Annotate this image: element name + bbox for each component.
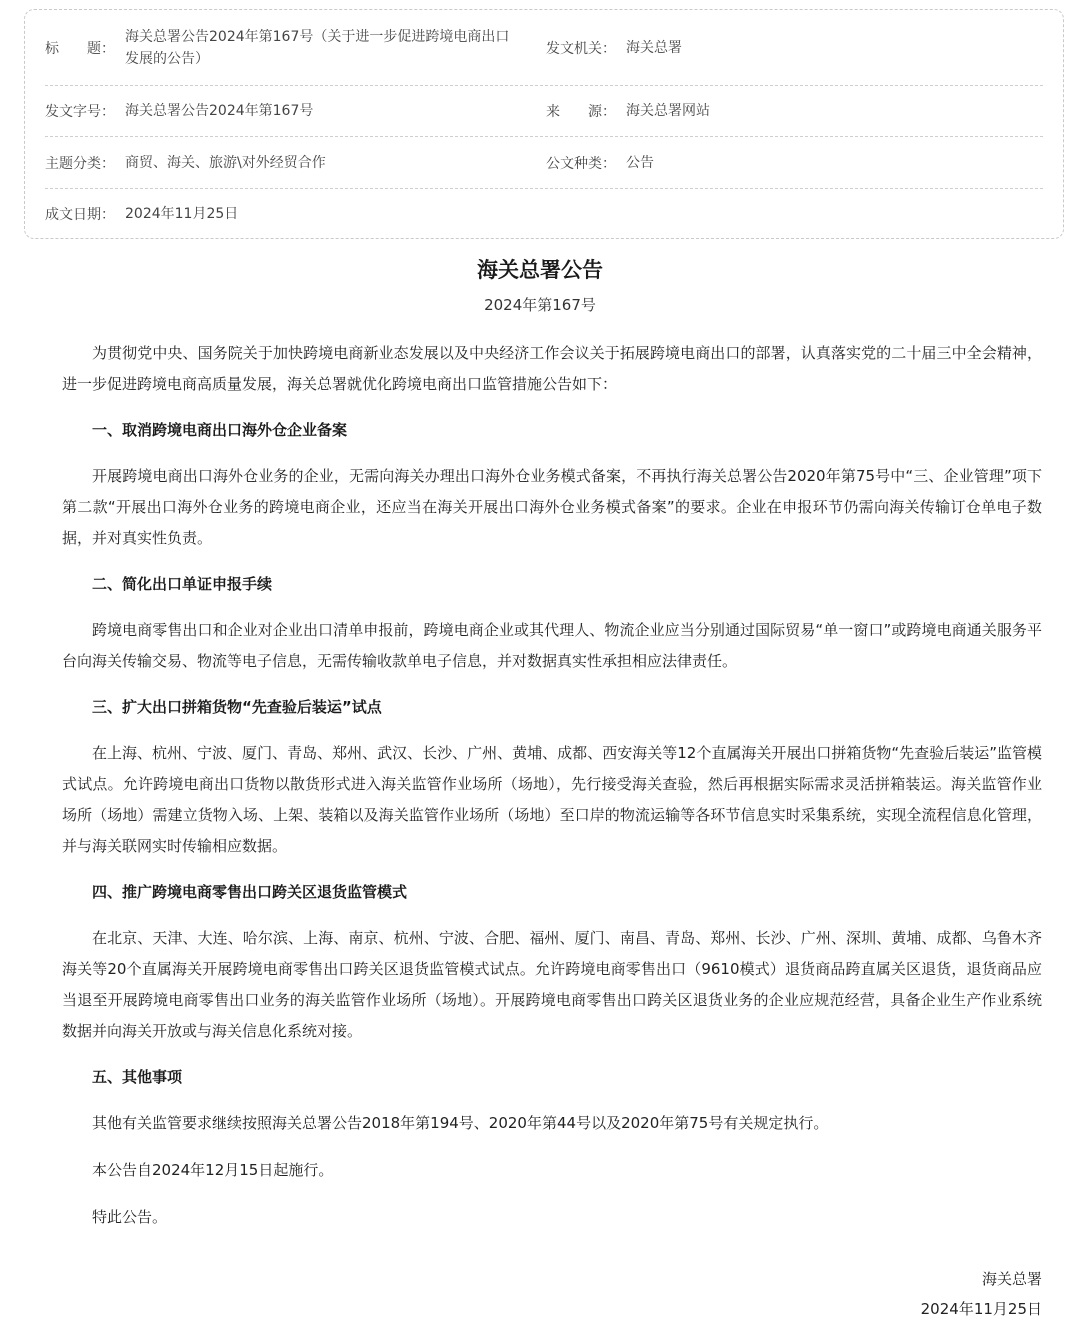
section-heading-1: 一、取消跨境电商出口海外仓企业备案 — [92, 421, 348, 439]
meta-docno-cell — [45, 86, 546, 136]
meta-date-cell — [45, 189, 546, 238]
meta-docno-label: 发文字号： — [45, 104, 115, 120]
meta-category-cell — [45, 137, 546, 188]
section-text-4: 在北京、天津、大连、哈尔滨、上海、南京、杭州、宁波、合肥、福州、厦门、南昌、青岛、郑州、长沙、广州、深圳、黄埔、成都、乌鲁木齐海关等20个直属海关开展跨境电商零售出口跨关区退货监管模式试点。允许跨境电商零售出口（9610模式）退货商品跨直属关区退货，退货商品应当退至开展跨境电商零售出口业务的海关监管作业场所（场地）。开展跨境电商零售出口跨关区退货业务的企业应规范经营，具备企业生产作业系统数据并向海关开放或与海关信息化系统对接。 — [62, 929, 1042, 1040]
meta-row-date — [45, 189, 1043, 238]
meta-row-title — [45, 10, 1043, 86]
signature-organization: 海关总署 — [981, 1270, 1042, 1288]
meta-row-docno — [45, 86, 1043, 137]
meta-date-label: 成文日期： — [45, 206, 115, 223]
document-body — [62, 338, 1042, 1248]
closing-paragraph: 特此公告。 — [92, 1208, 168, 1226]
section-text-1: 开展跨境电商出口海外仓业务的企业，无需向海关办理出口海外仓业务模式备案，不再执行海关总署公告2020年第75号中“三、企业管理”项下第二款“开展出口海外仓业务的跨境电商企业，还应当在海关开展出口海外仓业务模式备案”的要求。企业在申报环节仍需向海关传输订仓单电子数据，并对真实性负责。 — [62, 467, 1042, 547]
document-metadata-panel — [24, 9, 1064, 239]
meta-docno-value: 海关总署公告2024年第167号 — [125, 103, 314, 119]
meta-issuer-value: 海关总署 — [626, 39, 682, 56]
meta-source-label: 来 源： — [546, 104, 616, 120]
meta-type-value: 公告 — [626, 154, 654, 171]
meta-title-cell — [45, 10, 546, 85]
meta-issuer-label: 发文机关： — [546, 40, 616, 57]
meta-title-value: 海关总署公告2024年第167号（关于进一步促进跨境电商出口发展的公告） — [125, 28, 510, 67]
document-number: 2024年第167号 — [484, 296, 596, 314]
section-heading-5: 五、其他事项 — [92, 1068, 183, 1086]
signature-date: 2024年11月25日 — [920, 1300, 1042, 1318]
meta-category-value: 商贸、海关、旅游\对外经贸合作 — [125, 154, 326, 171]
meta-row-category — [45, 137, 1043, 189]
meta-source-cell — [546, 86, 1043, 136]
meta-issuer-cell — [546, 10, 1043, 85]
section-heading-3: 三、扩大出口拼箱货物“先查验后装运”试点 — [92, 698, 382, 716]
meta-type-cell — [546, 137, 1043, 188]
section-text-3: 在上海、杭州、宁波、厦门、青岛、郑州、武汉、长沙、广州、黄埔、成都、西安海关等12个直属海关开展出口拼箱货物“先查验后装运”监管模式试点。允许跨境电商出口货物以散货形式进入海关监管作业场所（场地），先行接受海关查验，然后再根据实际需求灵活拼箱装运。海关监管作业场所（场地）需建立货物入场、上架、装箱以及海关监管作业场所（场地）至口岸的物流运输等各环节信息实时采集系统，实现全流程信息化管理，并与海关联网实时传输相应数据。 — [62, 744, 1042, 855]
document-title: 海关总署公告 — [477, 258, 603, 282]
section-heading-4: 四、推广跨境电商零售出口跨关区退货监管模式 — [92, 883, 408, 901]
intro-paragraph: 为贯彻党中央、国务院关于加快跨境电商新业态发展以及中央经济工作会议关于拓展跨境电商出口的部署，认真落实党的二十届三中全会精神，进一步促进跨境电商高质量发展，海关总署就优化跨境电商出口监管措施公告如下： — [62, 344, 1042, 393]
section-text-5: 其他有关监管要求继续按照海关总署公告2018年第194号、2020年第44号以及2020年第75号有关规定执行。 — [92, 1114, 829, 1132]
effective-date-paragraph: 本公告自2024年12月15日起施行。 — [92, 1161, 334, 1179]
meta-type-label: 公文种类： — [546, 155, 616, 172]
section-heading-2: 二、简化出口单证申报手续 — [92, 575, 273, 593]
meta-title-label: 标 题： — [45, 40, 115, 57]
meta-date-value: 2024年11月25日 — [125, 205, 239, 222]
meta-source-value: 海关总署网站 — [626, 103, 710, 119]
section-text-2: 跨境电商零售出口和企业对企业出口清单申报前，跨境电商企业或其代理人、物流企业应当分别通过国际贸易“单一窗口”或跨境电商通关服务平台向海关传输交易、物流等电子信息，无需传输收款单电子信息，并对数据真实性承担相应法律责任。 — [62, 621, 1042, 670]
meta-category-label: 主题分类： — [45, 155, 115, 172]
